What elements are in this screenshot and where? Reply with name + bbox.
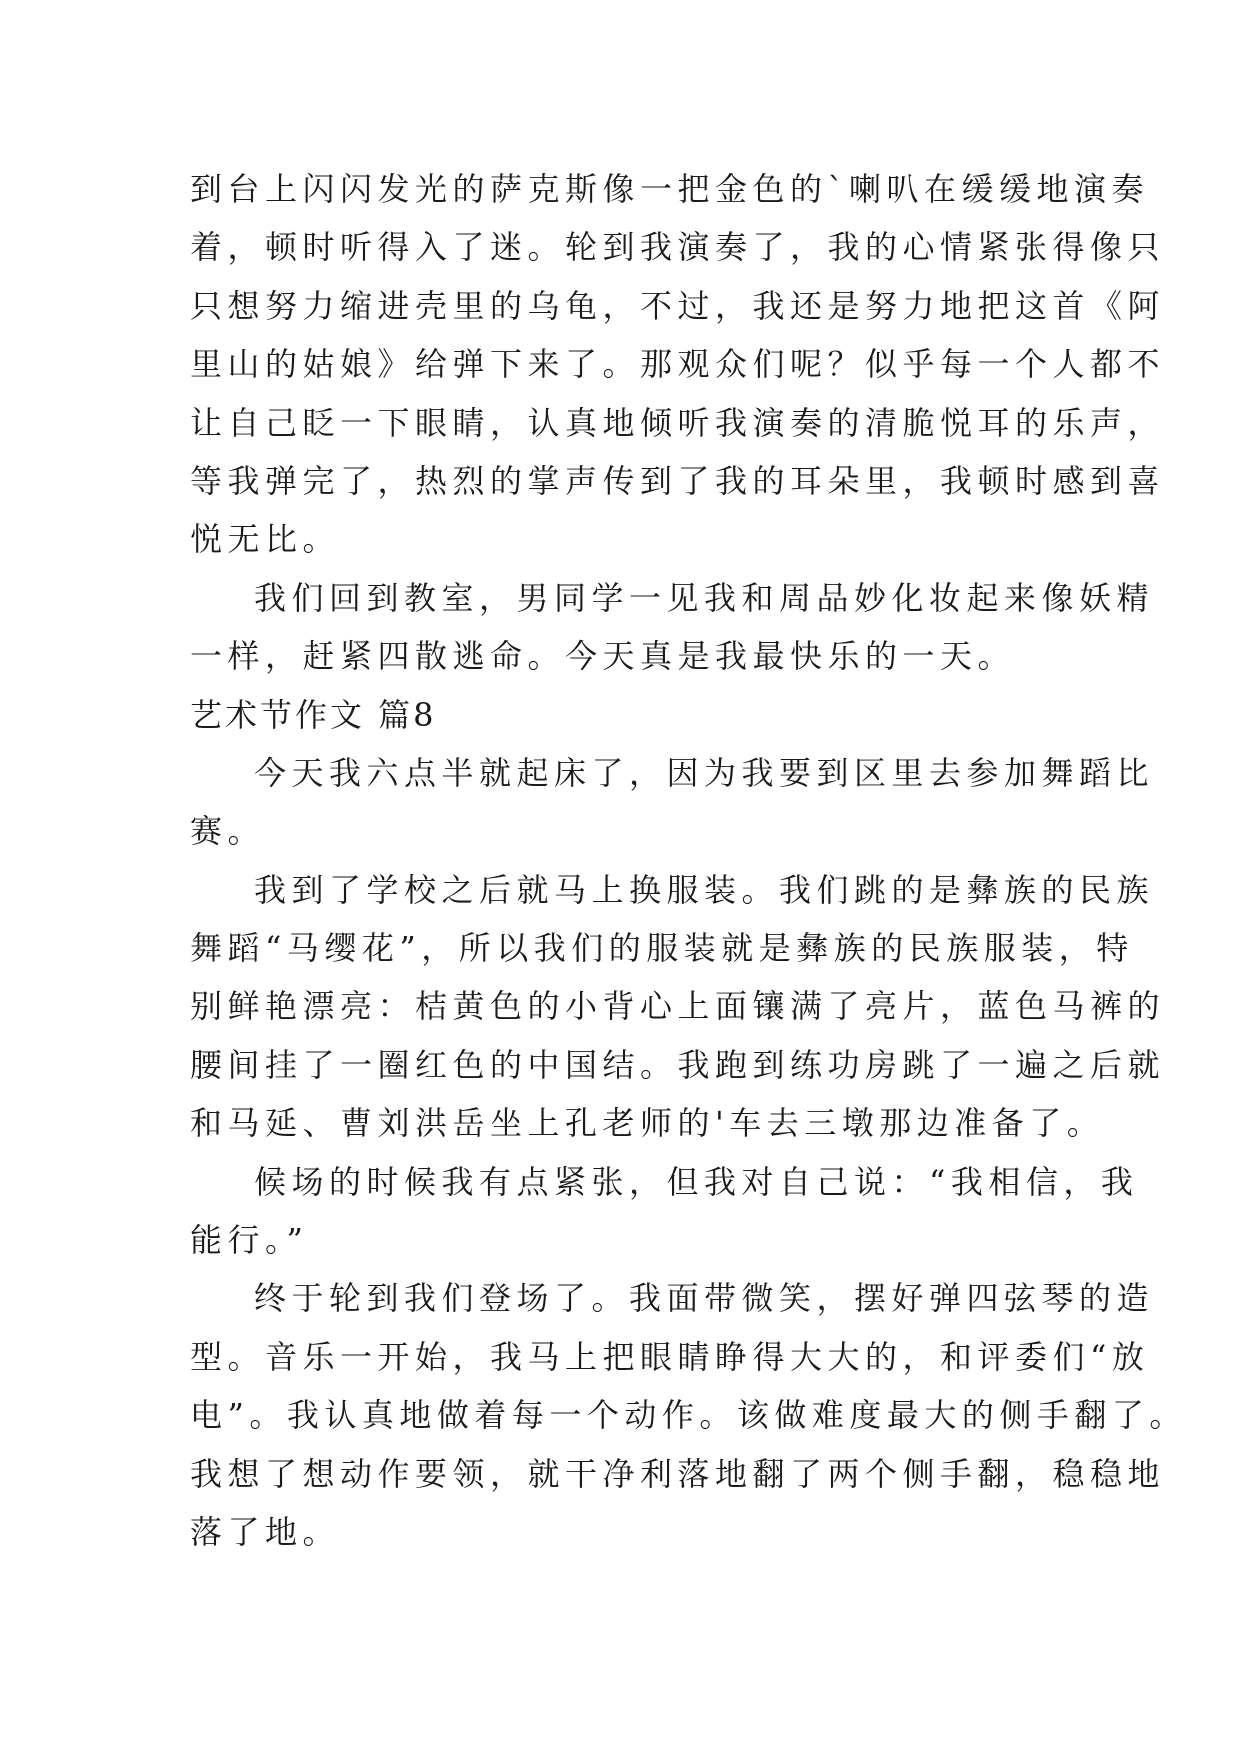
text-line: 型。音乐一开始，我马上把眼睛睁得大大的，和评委们“放 [190,1337,1150,1376]
text-line: 落了地。 [190,1512,341,1551]
essay-text [190,160,1187,1561]
text-line: 到台上闪闪发光的萨克斯像一把金色的`喇叭在缓缓地演奏 [190,170,1150,208]
text-line: 让自己眨一下眼睛，认真地倾听我演奏的清脆悦耳的乐声， [190,403,1166,442]
text-line: 舞蹈“马缨花”，所以我们的服装就是彝族的民族服装，特 [190,929,1134,968]
text-line: 候场的时候我有点紧张，但我对自己说：“我相信，我 [254,1162,1139,1201]
text-line: 我想了想动作要领，就干净利落地翻了两个侧手翻，稳稳地 [190,1454,1166,1493]
section-heading: 艺术节作文 篇8 [190,695,437,734]
text-line: 腰间挂了一圈红色的中国结。我跑到练功房跳了一遍之后就 [190,1045,1166,1084]
text-line: 悦无比。 [190,520,341,559]
text-line: 电”。我认真地做着每一个动作。该做难度最大的侧手翻了。 [190,1396,1187,1435]
text-line: 别鲜艳漂亮：桔黄色的小背心上面镶满了亮片，蓝色马裤的 [190,987,1166,1026]
text-line: 我们回到教室，男同学一见我和周品妙化妆起来像妖精 [254,578,1155,617]
text-line: 我到了学校之后就马上换服装。我们跳的是彝族的民族 [254,870,1155,909]
text-line: 今天我六点半就起床了，因为我要到区里去参加舞蹈比 [254,753,1155,792]
text-line: 一样，赶紧四散逃命。今天真是我最快乐的一天。 [190,637,1016,676]
text-line: 和马延、曹刘洪岳坐上孔老师的'车去三墩那边准备了。 [190,1104,1105,1143]
text-line: 里山的姑娘》给弹下来了。那观众们呢？似乎每一个人都不 [190,345,1166,384]
text-line: 终于轮到我们登场了。我面带微笑，摆好弹四弦琴的造 [254,1279,1155,1318]
text-line: 着，顿时听得入了迷。轮到我演奏了，我的心情紧张得像只 [190,228,1166,267]
text-line: 等我弹完了，热烈的掌声传到了我的耳朵里，我顿时感到喜 [190,461,1166,500]
text-line: 只想努力缩进壳里的乌龟，不过，我还是努力地把这首《阿 [190,286,1166,325]
text-line: 赛。 [190,812,266,851]
text-line: 能行。” [190,1221,309,1260]
